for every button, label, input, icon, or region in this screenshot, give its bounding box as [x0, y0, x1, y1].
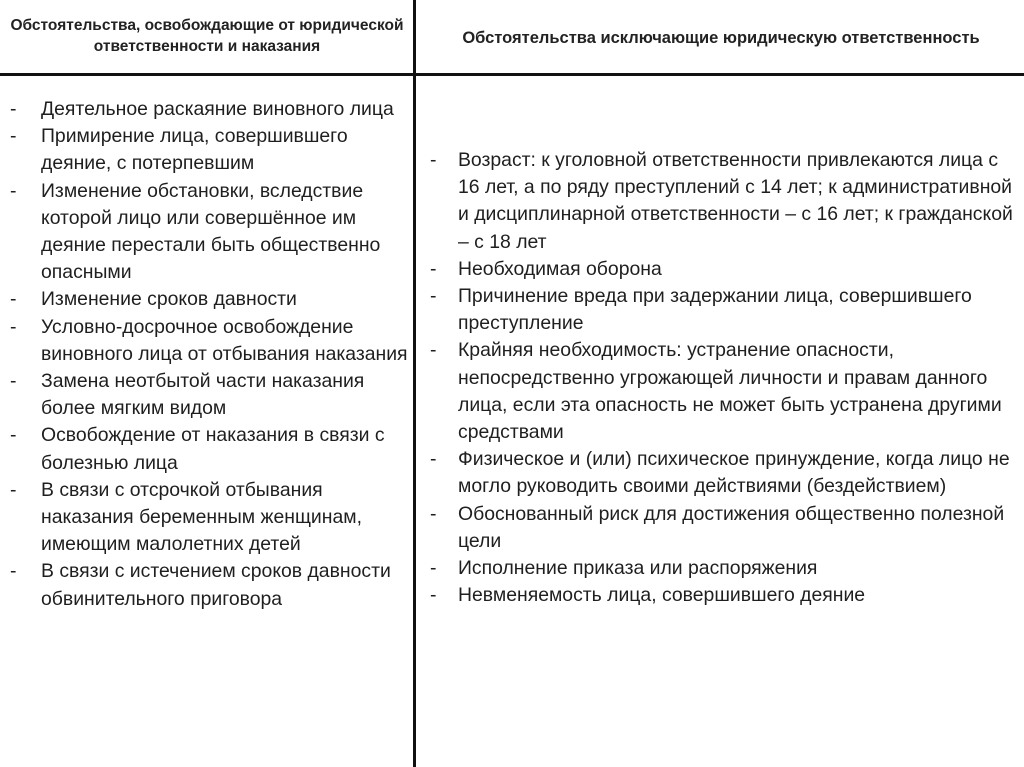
- list-item: [0, 477, 410, 559]
- list-item-text: Изменение обстановки, вследствие которой лицо или совершённое им деяние перестали быть общественно опасными: [41, 179, 381, 284]
- list-item: [0, 123, 410, 177]
- list-item-text: Исполнение приказа или распоряжения: [458, 557, 818, 580]
- list-item-text: Замена неотбытой части наказания более мягким видом: [41, 370, 365, 420]
- list-item-text: Примирение лица, совершившего деяние, с потерпевшим: [41, 125, 348, 175]
- list-item-text: Физическое и (или) психическое принуждение, когда лицо не могло руководить своими действиями (бездействием): [458, 448, 1010, 498]
- list-item-text: Деятельное раскаяние виновного лица: [41, 98, 394, 120]
- bullet-dash: -: [10, 478, 17, 501]
- bullet-dash: -: [10, 370, 17, 393]
- list-item-text: Изменение сроков давности: [41, 288, 297, 311]
- bullet-dash: -: [430, 557, 437, 580]
- header-divider: [0, 73, 1024, 76]
- list-item: [418, 582, 1022, 609]
- header-right: [418, 0, 1024, 74]
- bullet-dash: -: [430, 502, 437, 525]
- list-item: [418, 147, 1022, 256]
- list-item: [0, 96, 410, 123]
- bullet-dash: -: [10, 560, 17, 583]
- bullet-dash: -: [430, 285, 437, 308]
- list-item: [418, 501, 1022, 555]
- list-item: [418, 256, 1022, 283]
- bullet-dash: -: [430, 257, 437, 280]
- list-item: [0, 422, 410, 476]
- bullet-dash: -: [430, 584, 437, 607]
- list-item-text: Необходимая оборона: [458, 257, 662, 280]
- list-item-text: В связи с истечением сроков давности обвинительного приговора: [41, 560, 391, 610]
- bullet-dash: -: [10, 125, 17, 148]
- bullet-dash: -: [10, 424, 17, 447]
- list-item: [418, 283, 1022, 337]
- right-column-list: [418, 147, 1022, 609]
- bullet-dash: -: [430, 339, 437, 362]
- list-item: [0, 178, 410, 287]
- list-item: [0, 286, 410, 313]
- list-item-text: Условно-досрочное освобождение виновного лица от отбывания наказания: [41, 315, 408, 365]
- list-item: [0, 368, 410, 422]
- column-divider: [413, 0, 416, 767]
- bullet-dash: -: [10, 179, 17, 202]
- list-item: [0, 558, 410, 612]
- list-item: [0, 314, 410, 368]
- list-item-text: Крайняя необходимость: устранение опасности, непосредственно угрожающей личности и правам данного лица, если эта опасность не может быть устранена другими средствами: [458, 339, 1002, 444]
- bullet-dash: -: [10, 98, 17, 120]
- list-item-text: Причинение вреда при задержании лица, совершившего преступление: [458, 285, 972, 335]
- bullet-dash: -: [10, 315, 17, 338]
- header-right-text: Обстоятельства исключающие юридическую ответственность: [462, 29, 980, 47]
- list-item: [418, 555, 1022, 582]
- bullet-dash: -: [430, 149, 437, 171]
- list-item: [418, 446, 1022, 500]
- list-item-text: Освобождение от наказания в связи с болезнью лица: [41, 424, 385, 474]
- list-item-text: Невменяемость лица, совершившего деяние: [458, 584, 866, 607]
- header-left: [0, 0, 414, 72]
- list-item-text: Обоснованный риск для достижения общественно полезной цели: [458, 502, 1005, 552]
- bullet-dash: -: [10, 288, 17, 311]
- list-item-text: Возраст: к уголовной ответственности привлекаются лица с 16 лет, а по ряду преступлений с 14 лет; к административной и дисциплинарной ответственности – с 16 лет; к гражданской – с 18 лет: [458, 149, 1013, 253]
- left-column-list: [0, 96, 410, 613]
- list-item-text: В связи с отсрочкой отбывания наказания беременным женщинам, имеющим малолетних детей: [41, 478, 362, 556]
- bullet-dash: -: [430, 448, 437, 471]
- list-item: [418, 337, 1022, 446]
- header-left-text: Обстоятельства, освобождающие от юридической ответственности и наказания: [10, 17, 404, 55]
